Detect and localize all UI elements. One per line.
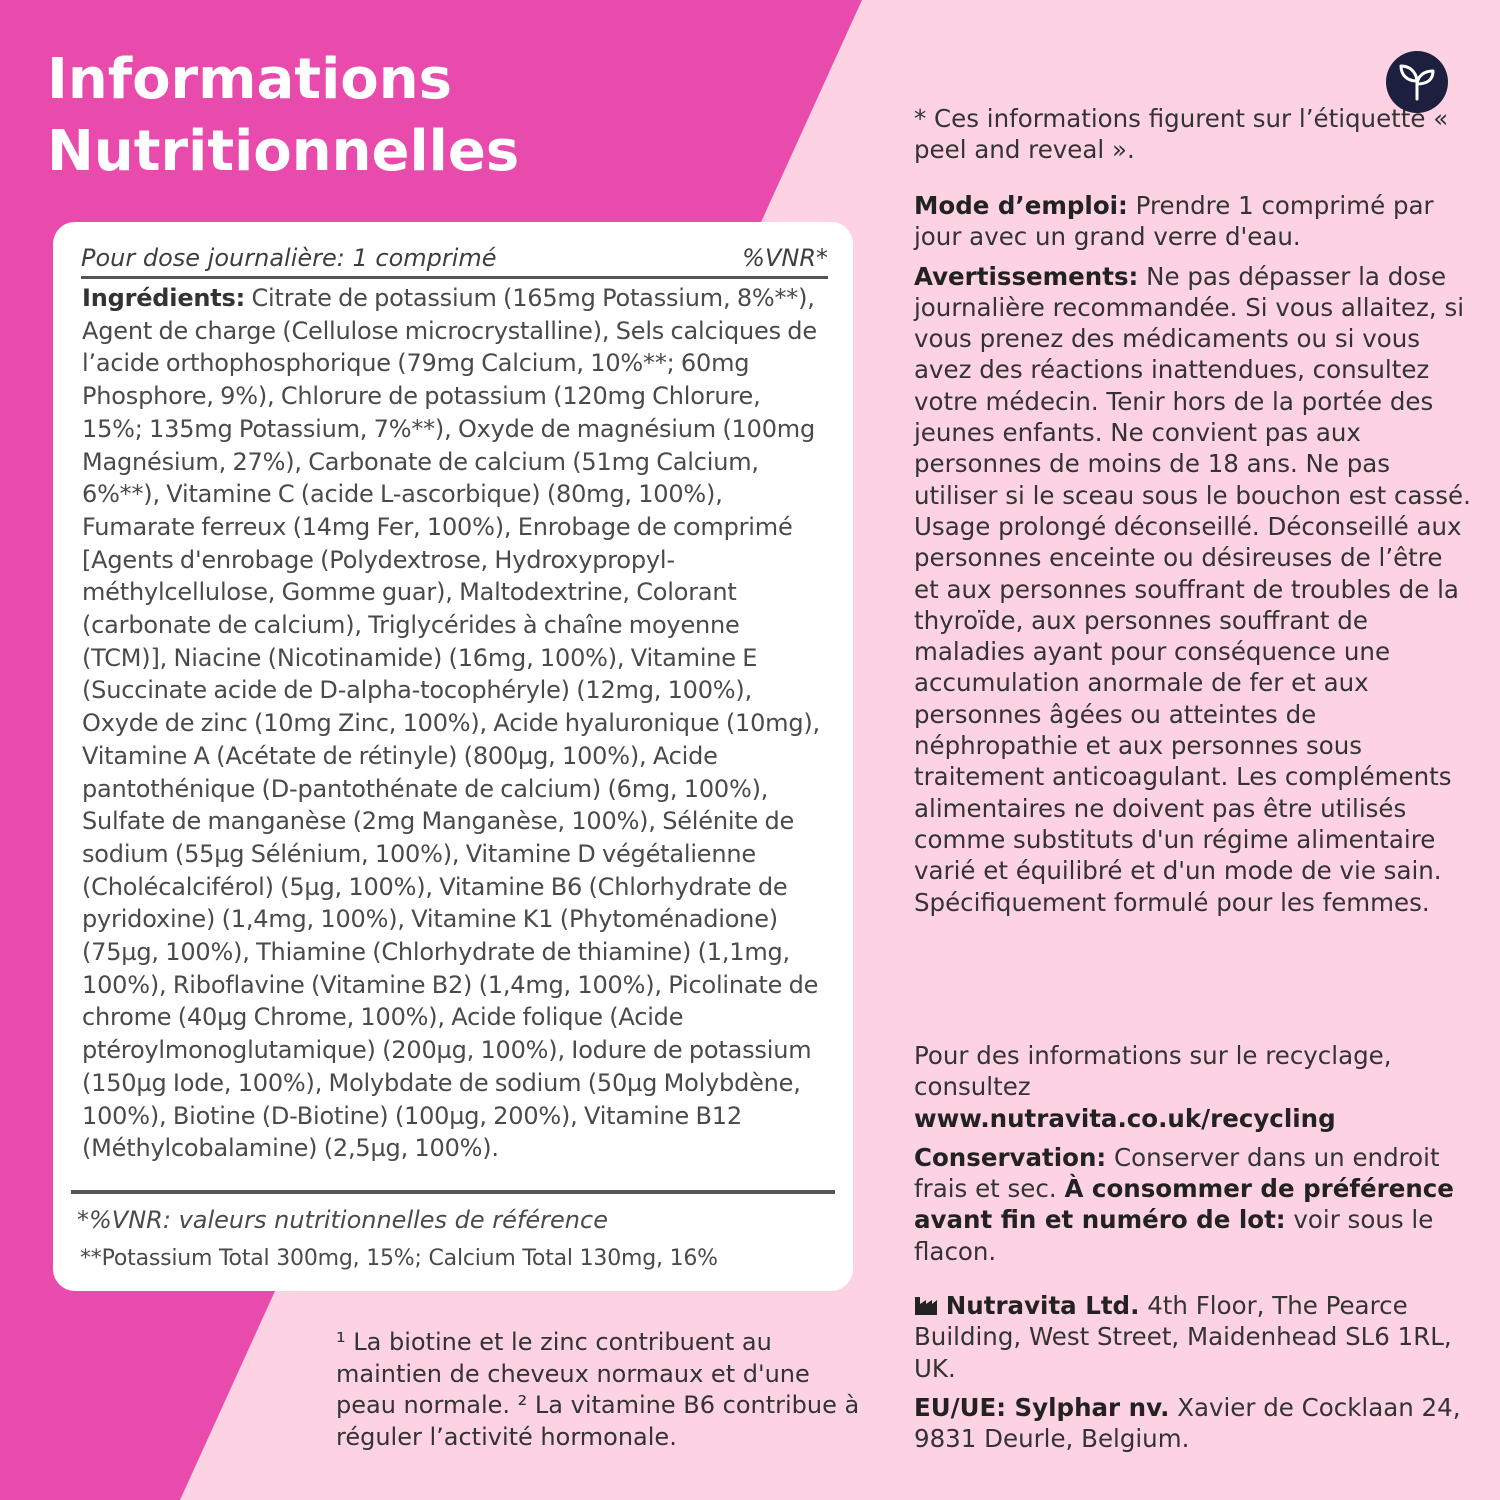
ingredients-text — [82, 282, 822, 1165]
usage-text: Prendre 1 comprimé par jour avec un grand verre d'eau. — [914, 191, 1434, 252]
ingredients-label: Ingrédients: — [82, 284, 246, 312]
storage-label: Conservation: — [914, 1142, 1107, 1172]
vnr-footnote: *%VNR: valeurs nutritionnelles de référence — [77, 1206, 608, 1234]
claims-footnote: ¹ La biotine et le zinc contribuent au maintien de cheveux normaux et d'une peau normale. ² La vitamine B6 contribue à réguler l’activité hormonale. — [336, 1328, 860, 1451]
page-title — [47, 44, 519, 188]
totals-footnote: **Potassium Total 300mg, 15%; Calcium Total 130mg, 16% — [80, 1246, 718, 1271]
warnings-label: Avertissements: — [914, 261, 1139, 291]
ingredients-list: Citrate de potassium (165mg Potassium, 8%**), Agent de charge (Cellulose microcrystalline), Sels calciques de l’acide orthophosphorique (79mg Calcium, 10%**; 60mg Phosphore, 9%), Chlorure de potassium (120mg Chlorure, 15%; 135mg Potassium, 7%**), Oxyde de magnésium (100mg Magnésium, 27%), Carbonate de calcium (51mg Calcium, 6%**), Vitamine C (acide L-ascorbique) (80mg, 100%), Fumarate ferreux (14mg Fer, 100%), Enrobage de comprimé [Agents d'enrobage (Polydextrose, Hydroxypropyl-méthylcellulose, Gomme guar), Maltodextrine, Colorant (carbonate de calcium), Triglycérides à chaîne moyenne (TCM)], Niacine (Nicotinamide) (16mg, 100%), Vitamine E (Succinate acide de D-alpha-tocophéryle) (12mg, 100%), Oxyde de zinc (10mg Zinc, 100%), Acide hyaluronique (10mg), Vitamine A (Acétate de rétinyle) (800µg, 100%), Acide pantothénique (D-pantothénate de calcium) (6mg, 100%), Sulfate de manganèse (2mg Manganèse, 100%), Sélénite de sodium (55µg Sélénium, 100%), Vitamine D végétalienne (Cholécalciférol) (5µg, 100%), Vitamine B6 (Chlorhydrate de pyridoxine) (1,4mg, 100%), Vitamine K1 (Phytoménadione) (75µg, 100%), Thiamine (Chlorhydrate de thiamine) (1,1mg, 100%), Riboflavine (Vitamine B2) (1,4mg, 100%), Picolinate de chrome (40µg Chrome, 100%), Acide folique (Acide ptéroylmonoglutamique) (200µg, 100%), Iodure de potassium (150µg Iode, 100%), Molybdate de sodium (50µg Molybdène, 100%), Biotine (D-Biotine) (100µg, 200%), Vitamine B12 (Méthylcobalamine) (2,5µg, 100%). — [82, 284, 820, 1163]
card-divider — [71, 1190, 835, 1194]
vnr-header: %VNR* — [742, 244, 828, 272]
usage-section — [914, 190, 1474, 918]
bestbefore-label: À consommer de préférence avant fin et numéro de lot: — [914, 1174, 1454, 1235]
bestbefore-text: voir sous le flacon. — [914, 1205, 1434, 1266]
storage-text: Conserver dans un endroit frais et sec. — [914, 1142, 1440, 1204]
manufacturer-address: 4th Floor, The Pearce Building, West Street, Maidenhead SL6 1RL, UK. — [914, 1291, 1452, 1383]
nutrition-card — [53, 222, 853, 1291]
eu-label: EU/UE: Sylphar nv. — [914, 1392, 1170, 1422]
usage-label: Mode d’emploi: — [914, 191, 1128, 220]
dose-label: Pour dose journalière: 1 comprimé — [81, 244, 497, 272]
factory-icon — [914, 1295, 938, 1315]
card-header — [81, 236, 828, 279]
peel-note: * Ces informations figurent sur l’étiquette « peel and reveal ». — [914, 104, 1449, 165]
warnings-text: Ne pas dépasser la dose journalière recommandée. Si vous allaitez, si vous prenez des médicaments ou si vous avez des réactions inattendues, consultez votre médecin. Tenir hors de la portée des jeunes enfants. Ne convient pas aux personnes de moins de 18 ans. Ne pas utiliser si le sceau sous le bouchon est cassé. Usage prolongé déconseillé. Déconseillé aux personnes enceinte ou désireuses de l’être et aux personnes souffrant de troubles de la thyroïde, aux personnes souffrant de maladies ayant pour conséquence une accumulation anormale de fer et aux personnes âgées ou atteintes de néphropathie et aux personnes sous traitement anticoagulant. Les compléments alimentaires ne doivent pas être utilisés comme substituts d'un régime alimentaire varié et équilibré et d'un mode de vie sain. Spécifiquement formulé pour les femmes. — [914, 261, 1471, 917]
manufacturer-section — [914, 1290, 1474, 1454]
eu-address: Xavier de Cocklaan 24, 9831 Deurle, Belgium. — [914, 1392, 1461, 1454]
title-line-1: Informations — [47, 47, 452, 112]
recycling-section — [914, 1040, 1474, 1267]
recycling-text: Pour des informations sur le recyclage, consultez — [914, 1041, 1392, 1102]
recycling-link[interactable]: www.nutravita.co.uk/recycling — [914, 1103, 1336, 1133]
title-line-2: Nutritionnelles — [47, 119, 520, 184]
manufacturer-name: Nutravita Ltd. — [945, 1291, 1140, 1320]
